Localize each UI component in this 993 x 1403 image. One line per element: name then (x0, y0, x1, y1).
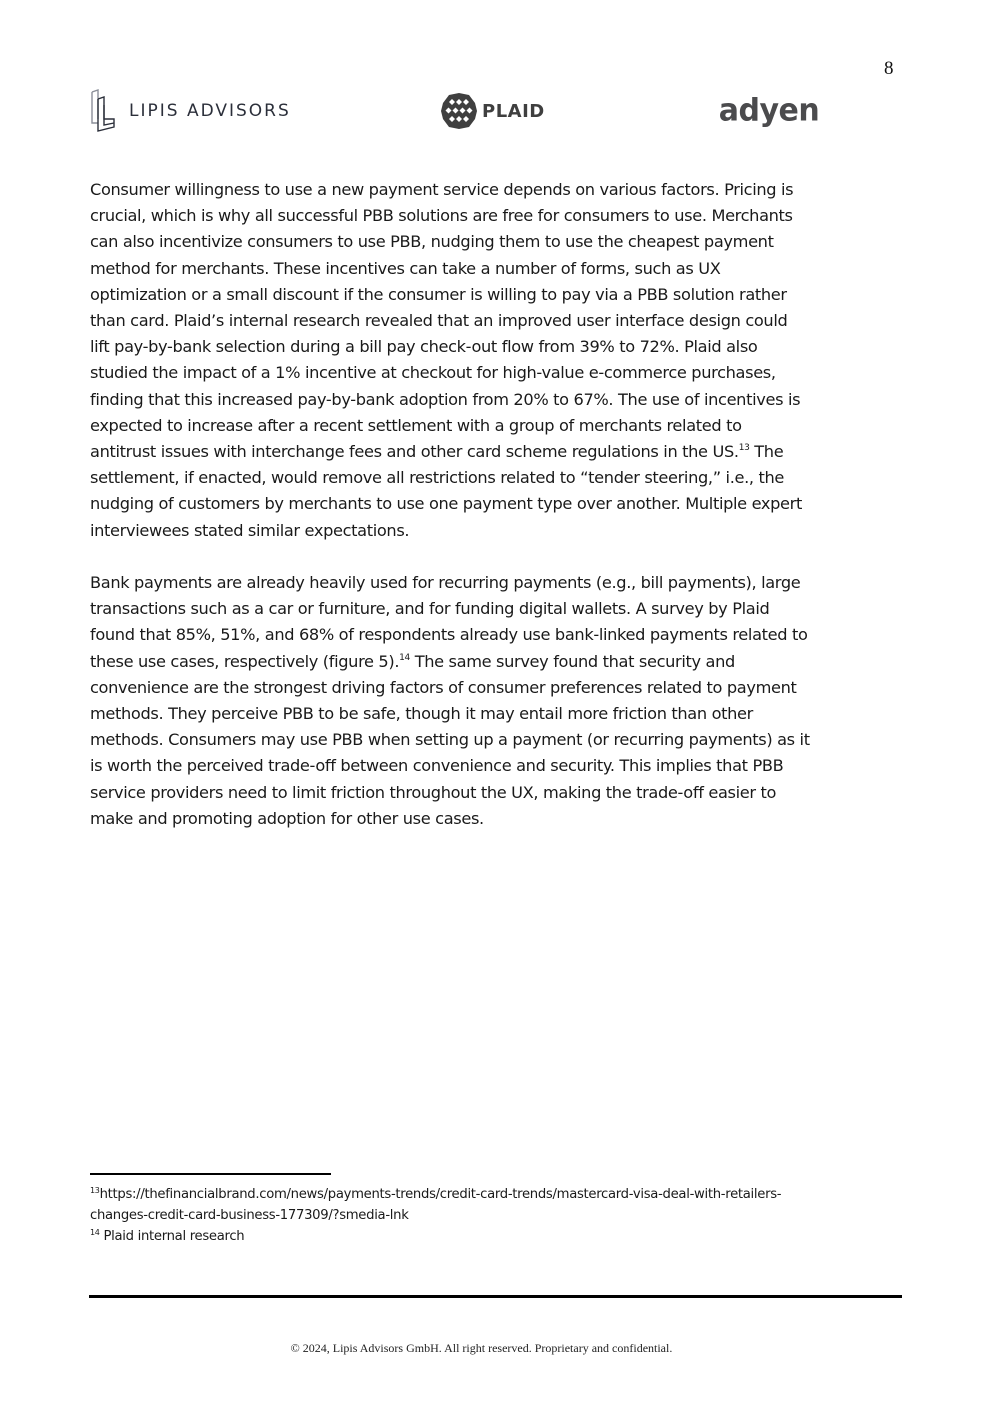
text-line: lift pay-by-bank selection during a bill pay check-out flow from 39% to 72%. Plaid also (90, 337, 758, 357)
footnotes (90, 1184, 905, 1247)
footnote-divider (90, 1173, 331, 1175)
footnote-number: 14 (90, 1228, 100, 1237)
page-number: 8 (884, 58, 894, 79)
text-segment: The same survey found that security and (409, 651, 735, 671)
text-line: studied the impact of a 1% incentive at checkout for high-value e-commerce purchases, (90, 363, 776, 383)
plaid-logo-text: PLAID (482, 100, 545, 122)
text-line: interviewees stated similar expectations. (90, 520, 410, 540)
text-line: method for merchants. These incentives can take a number of forms, such as UX (90, 258, 721, 278)
text-line: is worth the perceived trade-off between convenience and security. This implies that PBB (90, 756, 784, 776)
lipis-logo-icon (89, 89, 117, 133)
lipis-advisors-logo (89, 89, 291, 133)
body-paragraph-1 (90, 177, 905, 544)
text-line: nudging of customers by merchants to use one payment type over another. Multiple expert (90, 494, 802, 514)
text-line: optimization or a small discount if the consumer is willing to pay via a PBB solution rather (90, 284, 787, 304)
text-line: expected to increase after a recent settlement with a group of merchants related to (90, 415, 742, 435)
text-line: can also incentivize consumers to use PBB, nudging them to use the cheapest payment (90, 232, 774, 252)
text-line: Consumer willingness to use a new payment service depends on various factors. Pricing is (90, 180, 794, 199)
text-line: than card. Plaid’s internal research revealed that an improved user interface design could (90, 311, 788, 331)
text-line: convenience are the strongest driving factors of consumer preferences related to payment (90, 677, 797, 697)
footnote-link[interactable]: https://thefinancialbrand.com/news/payments-trends/credit-card-trends/mastercard-visa-deal-with-retailers- (99, 1187, 782, 1202)
footnote-13 (90, 1184, 905, 1205)
adyen-logo (700, 90, 868, 130)
text-line: methods. They perceive PBB to be safe, though it may entail more friction than other (90, 704, 753, 724)
text-segment: antitrust issues with interchange fees and other card scheme regulations in the US. (90, 442, 739, 462)
lipis-logo-text: LIPIS ADVISORS (129, 101, 291, 121)
text-line (90, 439, 905, 465)
text-segment: these use cases, respectively (figure 5). (90, 651, 400, 671)
footnote-number: 13 (90, 1186, 100, 1195)
text-line: crucial, which is why all successful PBB solutions are free for consumers to use. Merchants (90, 206, 793, 226)
footnote-ref-14[interactable]: 14 (399, 652, 410, 663)
text-line: found that 85%, 51%, and 68% of respondents already use bank-linked payments related to (90, 625, 808, 645)
body-paragraph-2 (90, 570, 905, 832)
text-line: make and promoting adoption for other use cases. (90, 808, 484, 828)
text-line: settlement, if enacted, would remove all restrictions related to “tender steering,” i.e., the (90, 468, 784, 488)
adyen-logo-text: adyen (718, 91, 820, 129)
footnote-text: Plaid internal research (99, 1229, 245, 1244)
footnote-14 (90, 1226, 905, 1247)
text-segment: The (749, 442, 784, 462)
footnote-link-continued[interactable]: changes-credit-card-business-177309/?smedia-lnk (90, 1208, 409, 1223)
footer-divider (89, 1295, 902, 1298)
text-line: methods. Consumers may use PBB when setting up a payment (or recurring payments) as it (90, 730, 810, 750)
text-line (90, 649, 905, 675)
footnote-ref-13[interactable]: 13 (738, 443, 750, 454)
text-line: transactions such as a car or furniture, and for funding digital wallets. A survey by Plaid (90, 599, 770, 619)
text-line: Bank payments are already heavily used for recurring payments (e.g., bill payments), large (90, 573, 801, 592)
plaid-logo-icon (441, 93, 477, 129)
plaid-logo (441, 93, 545, 129)
text-line: finding that this increased pay-by-bank adoption from 20% to 67%. The use of incentives is (90, 389, 801, 409)
text-line: service providers need to limit friction throughout the UX, making the trade-off easier to (90, 782, 777, 802)
copyright-notice: © 2024, Lipis Advisors GmbH. All right reserved. Proprietary and confidential. (290, 1341, 673, 1355)
